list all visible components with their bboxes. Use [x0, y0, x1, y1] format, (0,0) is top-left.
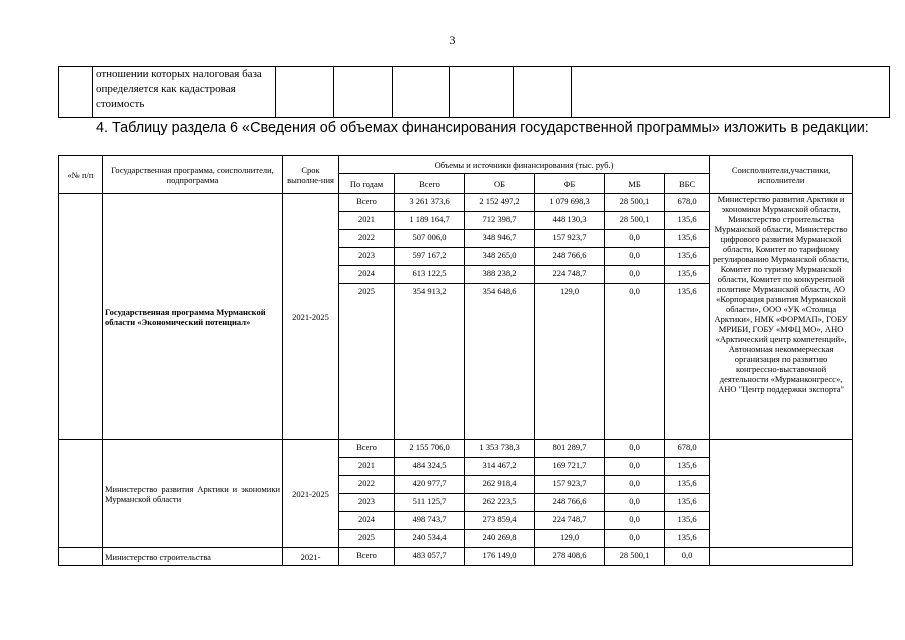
header-mb: МБ [605, 174, 665, 194]
ministry-arctic-name: Министерство развития Арктики и экономики Мурманской области [103, 440, 283, 548]
table-row: 2022 420 977,7 262 918,4 157 923,7 0,0 135,6 [59, 476, 853, 494]
header-total: Всего [395, 174, 465, 194]
header-term: Срок выполне-ния [283, 156, 339, 194]
table-row: Министерство развития Арктики и экономики Мурманской области 2021-2025 Всего 2 155 706,0 1 353 738,3 801 289,7 0,0 678,0 [59, 440, 853, 458]
table-row: Государственная программа Мурманской области «Экономический потенциал» 2021-2025 Всего 3 261 373,6 2 152 497,2 1 079 698,3 28 500,1 678,0 Министерство развития Арктики и экономики Мурманской области, Министерство строительства Мурманской области, Министерство цифрового развития Мурманской области, Комитет по тарифному регулированию Мурманской области, Комитет по туризму Мурманской области, Комитет по конкурентной политике Мурманской области, АО «Корпорация развития Мурманской области», ООО «УК «Столица Арктики», НМК «ФОРМАП», ГОБУ МРИБИ, ГОБУ «МФЦ МО», АНО «Арктический центр компетенций», Автономная некоммерческая организация по развитию конгрессно-выставочной деятельности «Мурманконгресс», АНО "Центр поддержки экспорта" [59, 194, 853, 212]
table-row: 2025 240 534,4 240 269,8 129,0 0,0 135,6 [59, 530, 853, 548]
table-row: 2024 613 122,5 388 238,2 224 748,7 0,0 135,6 [59, 266, 853, 284]
header-volumes: Объемы и источники финансирования (тыс. руб.) [339, 156, 710, 174]
header-vbs: ВБС [665, 174, 710, 194]
table-row: 2023 597 167,2 348 265,0 248 766,6 0,0 135,6 [59, 248, 853, 266]
page-number: 3 [449, 33, 456, 47]
table-row: 2025 354 913,2 354 648,6 129,0 0,0 135,6 [59, 284, 853, 440]
ministry-construction-name: Министерство строительства [103, 548, 283, 566]
program-term: 2021-2025 [283, 194, 339, 440]
ministry-construction-term: 2021- [283, 548, 339, 566]
financing-table [58, 155, 853, 566]
table-row: 2024 498 743,7 273 859,4 224 748,7 0,0 135,6 [59, 512, 853, 530]
table-row: 2021 484 324,5 314 467,2 169 721,7 0,0 135,6 [59, 458, 853, 476]
header-partners: Соисполнители,участники, исполнители [710, 156, 853, 194]
header-by-year: По годам [339, 174, 395, 194]
table-row: Министерство строительства 2021- Всего 483 057,7 176 149,0 278 408,6 28 500,1 0,0 [59, 548, 853, 566]
fragment-text: отношении которых налоговая база определяется как кадастровая стоимость [93, 67, 276, 118]
header-fb: ФБ [535, 174, 605, 194]
section-heading: 4. Таблицу раздела 6 «Сведения об объемах финансирования государственной программы» изложить в редакции: [96, 120, 869, 136]
header-num: «№ п/п [59, 156, 103, 194]
program-partners: Министерство развития Арктики и экономики Мурманской области, Министерство строительства Мурманской области, Министерство цифрового развития Мурманской области, Комитет по тарифному регулированию Мурманской области, Комитет по туризму Мурманской области, Комитет по конкурентной политике Мурманской области, АО «Корпорация развития Мурманской области», ООО «УК «Столица Арктики», НМК «ФОРМАП», ГОБУ МРИБИ, ГОБУ «МФЦ МО», АНО «Арктический центр компетенций», Автономная некоммерческая организация по развитию конгрессно-выставочной деятельности «Мурманконгресс», АНО "Центр поддержки экспорта" [710, 194, 853, 440]
ministry-arctic-term: 2021-2025 [283, 440, 339, 548]
table-row: 2022 507 006,0 348 946,7 157 923,7 0,0 135,6 [59, 230, 853, 248]
table-row: 2021 1 189 164,7 712 398,7 448 130,3 28 500,1 135,6 [59, 212, 853, 230]
table-row: 2023 511 125,7 262 223,5 248 766,6 0,0 135,6 [59, 494, 853, 512]
previous-table-fragment [58, 66, 890, 118]
program-name: Государственная программа Мурманской области «Экономический потенциал» [103, 194, 283, 440]
header-ob: ОБ [465, 174, 535, 194]
header-program: Государственная программа, соисполнители, подпрограмма [103, 156, 283, 194]
